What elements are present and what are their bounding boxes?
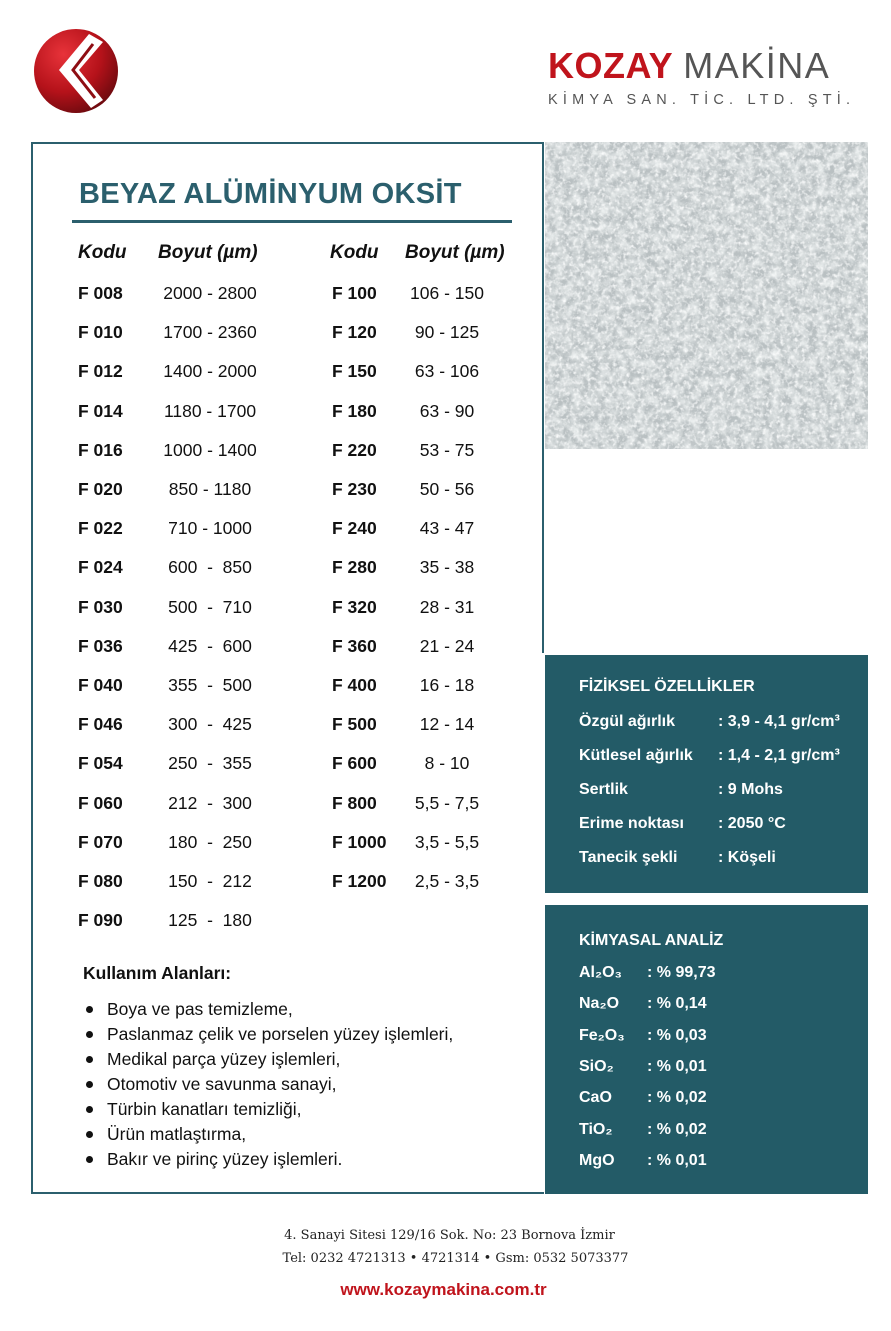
left-size: 1700 - 2360: [163, 322, 257, 342]
physical-value: : 3,9 - 4,1 gr/cm³: [718, 713, 840, 730]
product-photo: [545, 142, 868, 449]
right-size-header: Boyut (µm): [405, 242, 505, 263]
right-code: F 230: [332, 479, 377, 499]
uses-item: Otomotiv ve savunma sanayi,: [83, 1072, 453, 1097]
right-size: 90 - 125: [414, 322, 480, 342]
physical-label: Tanecik şekli: [579, 849, 678, 866]
left-size: 710 - 1000: [168, 518, 252, 538]
chemical-title: KİMYASAL ANALİZ: [579, 932, 724, 949]
right-size: 21 - 24: [419, 636, 475, 656]
right-size: 53 - 75: [419, 440, 475, 460]
left-code: F 080: [78, 871, 123, 891]
physical-value: : 1,4 - 2,1 gr/cm³: [718, 747, 840, 764]
physical-label: Özgül ağırlık: [579, 713, 676, 730]
right-size: 5,5 - 7,5: [414, 793, 480, 813]
left-size: 1400 - 2000: [163, 361, 257, 381]
right-size: 8 - 10: [424, 753, 470, 773]
title-underline: [72, 220, 512, 223]
uses-item: Türbin kanatları temizliği,: [83, 1097, 453, 1122]
right-size: 2,5 - 3,5: [414, 871, 480, 891]
right-size: 50 - 56: [419, 479, 475, 499]
right-size: 63 - 90: [419, 401, 475, 421]
right-code: F 120: [332, 322, 377, 342]
left-size: 180 - 250: [168, 832, 252, 852]
right-code: F 320: [332, 597, 377, 617]
footer-address: 4. Sanayi Sitesi 129/16 Sok. No: 23 Bornova İzmir: [284, 1228, 615, 1243]
company-logo-icon: [33, 28, 119, 114]
left-code: F 010: [78, 322, 123, 342]
right-code: F 220: [332, 440, 377, 460]
page-title: BEYAZ ALÜMİNYUM OKSİT: [79, 178, 462, 210]
chemical-value: : % 0,14: [647, 995, 707, 1013]
chemical-label: Al₂O₃: [579, 964, 622, 981]
left-code: F 036: [78, 636, 123, 656]
left-code: F 022: [78, 518, 123, 538]
chemical-value: : % 99,73: [647, 964, 716, 981]
left-code: F 054: [78, 753, 123, 773]
right-code: F 280: [332, 557, 377, 577]
chemical-label: Na₂O: [579, 995, 620, 1013]
left-size-header: Boyut (µm): [158, 242, 258, 263]
left-code: F 060: [78, 793, 123, 813]
left-code: F 024: [78, 557, 123, 577]
right-code: F 180: [332, 401, 377, 421]
brand-header: [548, 46, 858, 108]
right-size: 43 - 47: [419, 518, 475, 538]
brand-name: [548, 46, 858, 86]
chemical-label: Fe₂O₃: [579, 1026, 625, 1044]
right-code: F 100: [332, 283, 377, 303]
left-code: F 090: [78, 910, 123, 930]
chemical-value: : % 0,03: [647, 1026, 707, 1044]
left-size: 2000 - 2800: [163, 283, 257, 303]
right-code: F 1000: [332, 832, 387, 852]
left-code-header: Kodu: [78, 242, 127, 263]
physical-value: : 2050 °C: [718, 815, 786, 832]
physical-title: FİZİKSEL ÖZELLİKLER: [579, 678, 755, 695]
left-size: 355 - 500: [168, 675, 252, 695]
left-code: F 040: [78, 675, 123, 695]
uses-title: Kullanım Alanları:: [83, 963, 232, 983]
right-size: 106 - 150: [410, 283, 484, 303]
left-code: F 008: [78, 283, 123, 303]
chemical-label: TiO₂: [579, 1120, 613, 1138]
left-code: F 012: [78, 361, 123, 381]
chemical-value: : % 0,01: [647, 1151, 707, 1169]
left-size: 500 - 710: [168, 597, 252, 617]
physical-value: : Köşeli: [718, 849, 776, 866]
left-code: F 016: [78, 440, 123, 460]
left-size: 850 - 1180: [168, 479, 252, 499]
left-size: 150 - 212: [168, 871, 252, 891]
physical-properties-panel: [545, 655, 868, 893]
physical-label: Sertlik: [579, 781, 628, 798]
left-size: 212 - 300: [168, 793, 252, 813]
uses-item: Boya ve pas temizleme,: [83, 997, 453, 1022]
right-size: 3,5 - 5,5: [414, 832, 480, 852]
uses-item: Medikal parça yüzey işlemleri,: [83, 1047, 453, 1072]
right-code-header: Kodu: [330, 242, 379, 263]
left-size: 425 - 600: [168, 636, 252, 656]
chemical-label: MgO: [579, 1151, 615, 1169]
left-code: F 014: [78, 401, 123, 421]
left-code: F 030: [78, 597, 123, 617]
right-code: F 1200: [332, 871, 387, 891]
right-code: F 600: [332, 753, 377, 773]
right-size: 35 - 38: [419, 557, 475, 577]
chemical-analysis-panel: [545, 905, 868, 1194]
right-size: 16 - 18: [419, 675, 475, 695]
right-code: F 150: [332, 361, 377, 381]
right-code: F 360: [332, 636, 377, 656]
footer-website-link[interactable]: www.kozaymakina.com.tr: [340, 1280, 547, 1299]
chemical-label: SiO₂: [579, 1057, 614, 1075]
right-code: F 500: [332, 714, 377, 734]
left-size: 125 - 180: [168, 910, 252, 930]
chemical-value: : % 0,02: [647, 1089, 707, 1107]
uses-item: Ürün matlaştırma,: [83, 1122, 453, 1147]
uses-item: Paslanmaz çelik ve porselen yüzey işlemleri,: [83, 1022, 453, 1047]
left-size: 1000 - 1400: [163, 440, 257, 460]
chemical-value: : % 0,01: [647, 1057, 707, 1075]
chemical-label: CaO: [579, 1089, 612, 1107]
physical-value: : 9 Mohs: [718, 781, 783, 798]
right-code: F 240: [332, 518, 377, 538]
right-size: 63 - 106: [414, 361, 480, 381]
left-size: 250 - 355: [168, 753, 252, 773]
left-size: 600 - 850: [168, 557, 252, 577]
frame-divider: [542, 142, 544, 653]
right-size: 28 - 31: [419, 597, 475, 617]
frame-bottom-border: [31, 1192, 544, 1194]
footer-phones: Tel: 0232 4721313 • 4721314 • Gsm: 0532 5073377: [282, 1251, 629, 1266]
brand-name-light: MAKİNA: [683, 45, 831, 86]
left-code: F 070: [78, 832, 123, 852]
right-code: F 800: [332, 793, 377, 813]
physical-label: Kütlesel ağırlık: [579, 747, 693, 764]
left-size: 300 - 425: [168, 714, 252, 734]
brand-subtitle: KİMYA SAN. TİC. LTD. ŞTİ.: [548, 92, 856, 108]
brand-name-bold: KOZAY: [548, 45, 674, 86]
left-size: 1180 - 1700: [163, 401, 257, 421]
right-size: 12 - 14: [419, 714, 475, 734]
chemical-value: : % 0,02: [647, 1120, 707, 1138]
left-code: F 020: [78, 479, 123, 499]
uses-item: Bakır ve pirinç yüzey işlemleri.: [83, 1147, 453, 1172]
physical-label: Erime noktası: [579, 815, 684, 832]
right-code: F 400: [332, 675, 377, 695]
left-code: F 046: [78, 714, 123, 734]
uses-list: [83, 997, 453, 1172]
